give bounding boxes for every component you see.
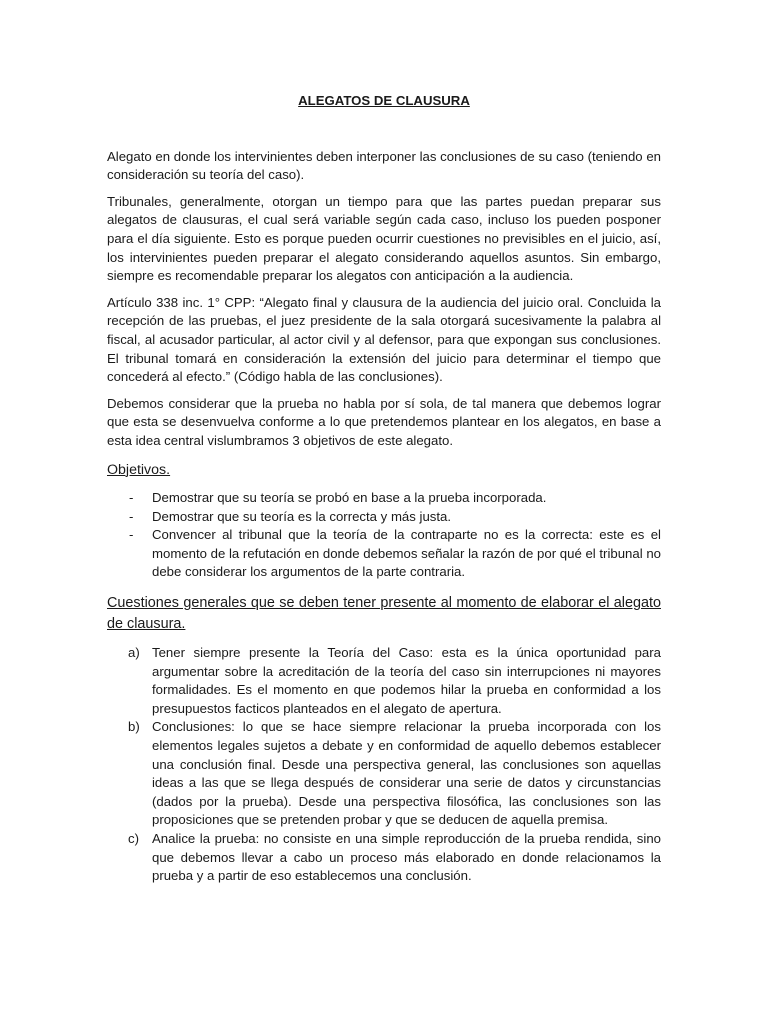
objectives-heading: Objetivos.: [107, 461, 171, 478]
list-item: [107, 830, 661, 886]
general-considerations-list: [107, 644, 661, 886]
list-item-text: Conclusiones: lo que se hace siempre relacionar la prueba incorporada con los elementos legales sujetos a debate y en conformidad de aquello debemos establecer una conclusión final. Desde una perspectiva general, las conclusiones son aquellas ideas a las que se llega después de considerar una serie de datos y circunstancias (dados por la prueba). Desde una perspectiva filosófica, las conclusiones son las proposiciones que se pretenden probar y que se deducen de aquella premisa.: [152, 719, 661, 828]
list-marker: a): [128, 644, 140, 660]
list-marker: b): [128, 719, 140, 735]
list-item: [107, 508, 661, 527]
paragraph-tribunales: Tribunales, generalmente, otorgan un tiempo para que las partes puedan preparar sus alegatos de clausuras, el cual será variable según cada caso, incluso los pueden posponer para el día siguiente. Esto es porque pueden ocurrir cuestiones no previsibles en el juicio, así, los intervinientes pueden preparar el alegato considerando aquellos asuntos. Sin embargo, siempre es recomendable preparar los alegatos con anticipación a la audiencia.: [107, 193, 661, 284]
list-marker: -: [129, 527, 134, 543]
general-considerations-heading: Cuestiones generales que se deben tener presente al momento de elaborar el alegato de clausura.: [107, 594, 661, 632]
list-item-text: Demostrar que su teoría se probó en base a la prueba incorporada.: [152, 490, 547, 505]
list-item-text: Tener siempre presente la Teoría del Caso: esta es la única oportunidad para argumentar sobre la acreditación de la teoría del caso sin interrupciones ni mayores formalidades. Es el momento en que podemos hilar la prueba en conformidad a los presupuestos facticos planteados en el alegato de apertura.: [152, 644, 661, 716]
paragraph-considerar: Debemos considerar que la prueba no habla por sí sola, de tal manera que debemos lograr que esta se desenvuelva conforme a lo que pretendemos plantear en los alegatos, en base a esta idea central vislumbramos 3 objetivos de este alegato.: [107, 395, 661, 448]
document-title: ALEGATOS DE CLAUSURA: [298, 93, 470, 108]
list-item-text: Demostrar que su teoría es la correcta y más justa.: [152, 508, 452, 524]
list-item: [107, 526, 661, 582]
paragraph-articulo-338: Artículo 338 inc. 1° CPP: “Alegato final y clausura de la audiencia del juicio oral. Concluida la recepción de las pruebas, el juez presidente de la sala otorgará sucesivamente la palabra al fiscal, al acusador particular, al actor civil y al defensor, para que expongan sus conclusiones. El tribunal tomará en consideración la extensión del juicio para determinar el tiempo que concederá al efecto.” (Código habla de las conclusiones).: [107, 294, 661, 385]
list-marker: -: [129, 508, 134, 524]
paragraph-definition: Alegato en donde los intervinientes deben interponer las conclusiones de su caso (teniendo en consideración su teoría del caso).: [107, 148, 661, 183]
list-item-text: Convencer al tribunal que la teoría de la contraparte no es la correcta: este es el momento de la refutación en donde debemos señalar la razón de por qué el tribunal no debe considerar los argumentos de la parte contraria.: [152, 527, 661, 580]
list-item: [107, 718, 661, 830]
list-item: [107, 644, 661, 718]
list-marker: -: [129, 490, 134, 505]
list-item: [107, 489, 661, 508]
objectives-list: [107, 489, 661, 582]
document-page: [107, 92, 661, 886]
list-item-text: Analice la prueba: no consiste en una simple reproducción de la prueba rendida, sino que debemos llevar a cabo un proceso más elaborado en donde relacionamos la prueba y a partir de eso establecemos una conclusión.: [152, 830, 661, 884]
list-marker: c): [128, 830, 139, 846]
